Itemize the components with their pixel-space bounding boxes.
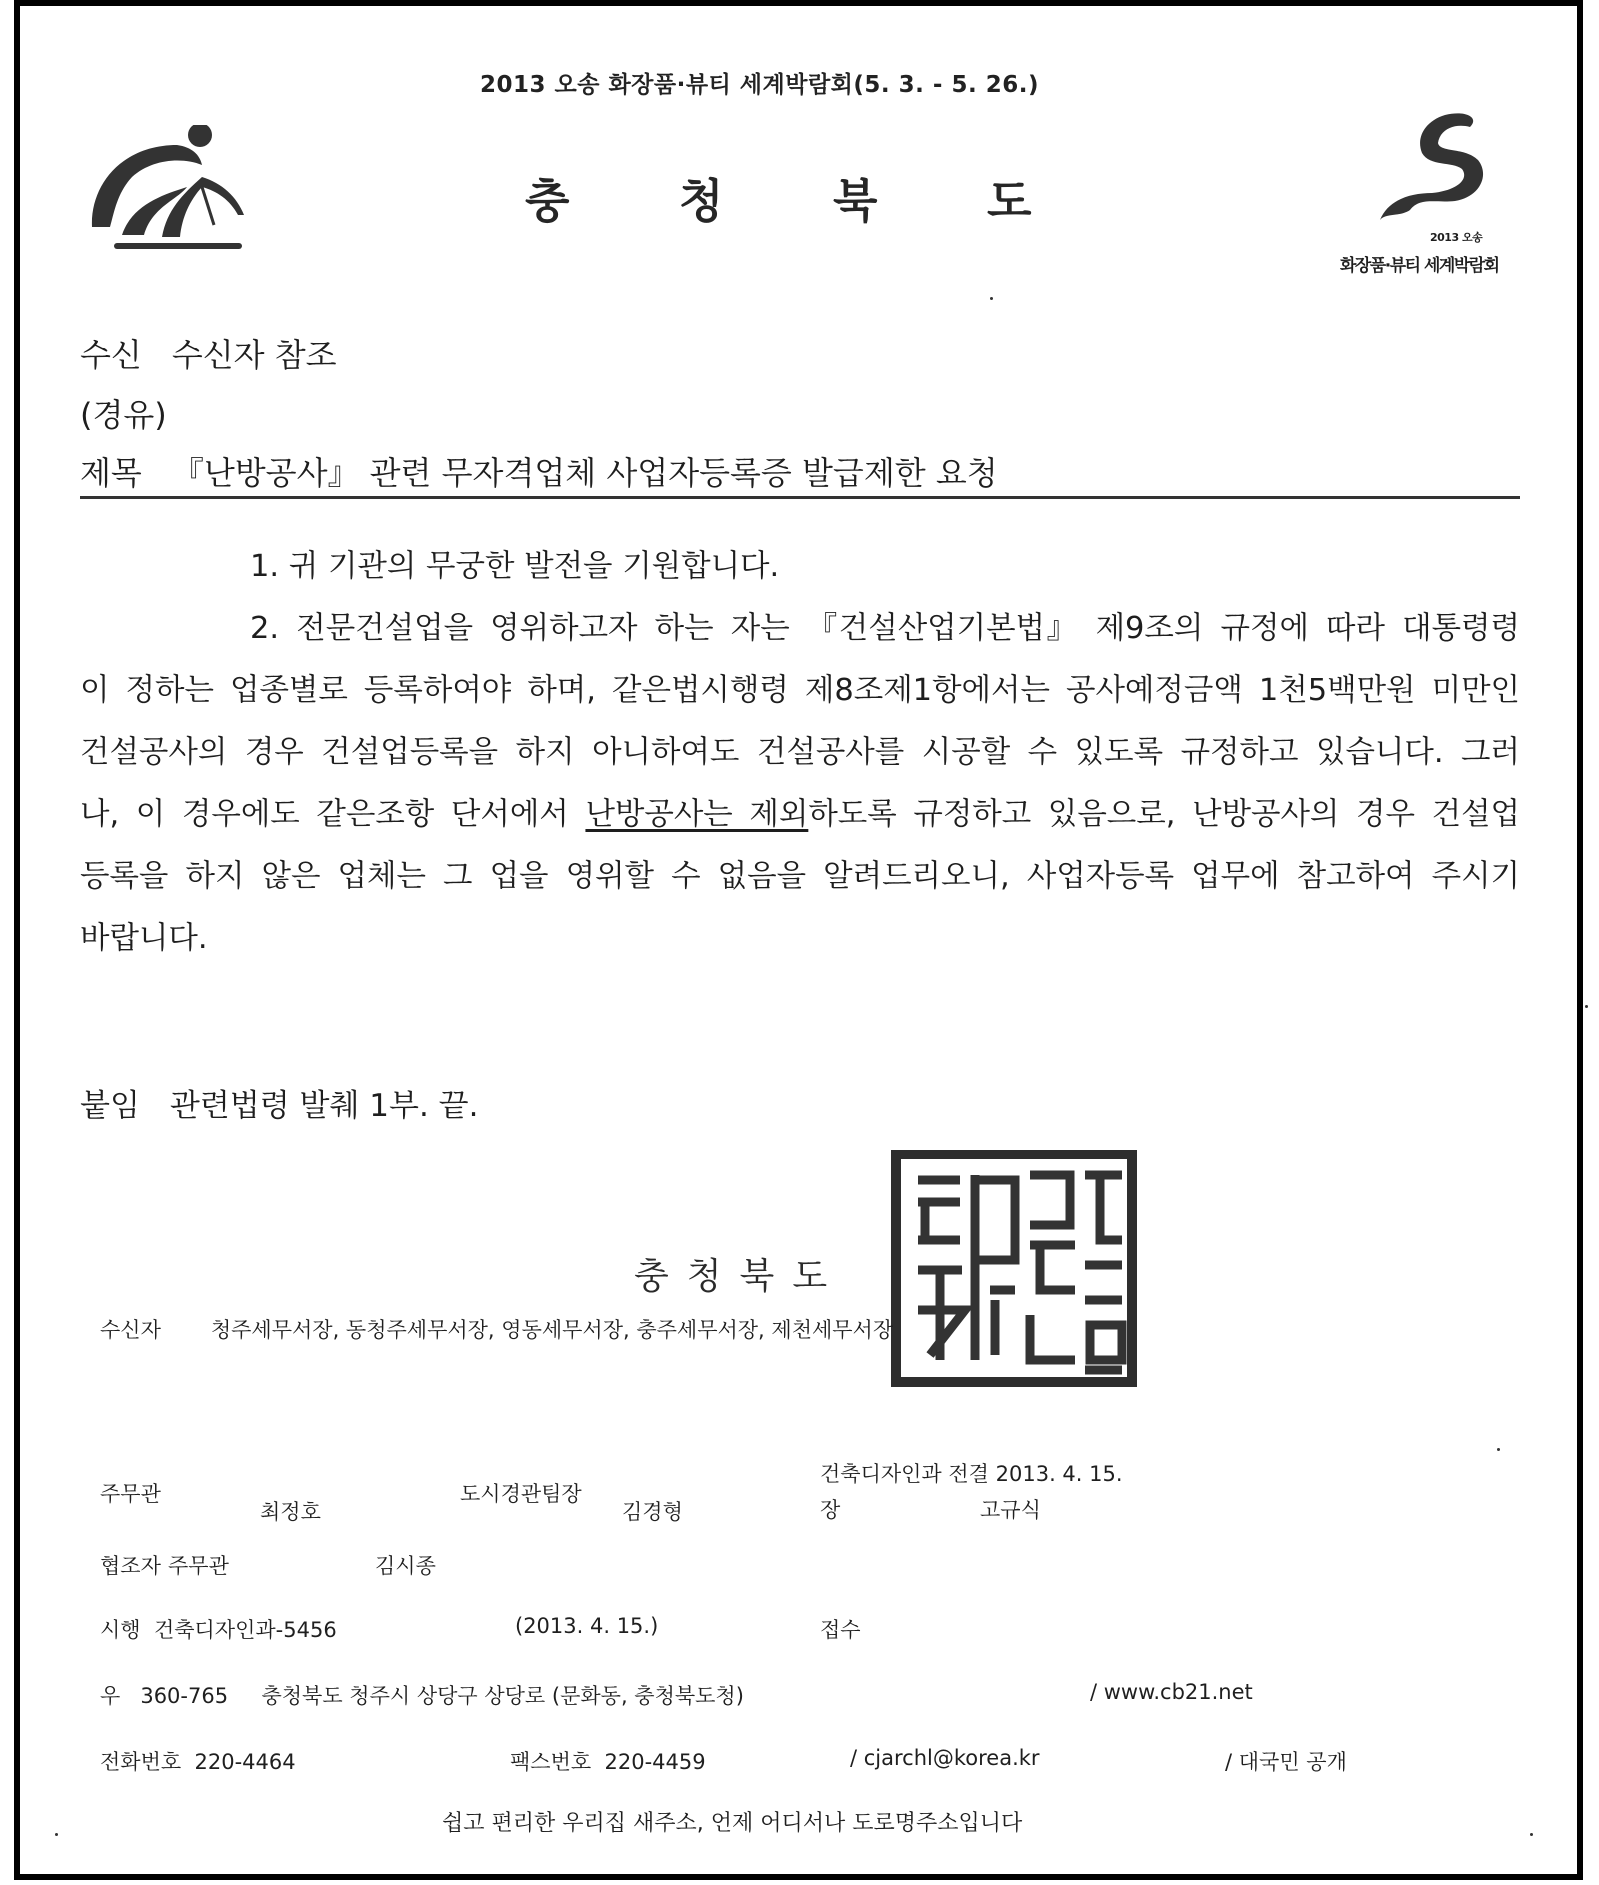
recipient-line	[80, 330, 337, 376]
fax-line	[510, 1746, 706, 1776]
cooperator-role: 주무관	[168, 1554, 229, 1578]
underlined-exclusion-text: 난방공사는 제외	[585, 797, 809, 832]
official-seal-icon	[890, 1150, 1140, 1390]
cooperator-label: 협조자	[100, 1554, 161, 1578]
title-char: 충	[525, 174, 570, 228]
scan-speck	[1497, 1448, 1500, 1451]
attachment-line	[80, 1080, 478, 1125]
email-link[interactable]: / cjarchl@korea.kr	[850, 1746, 1040, 1770]
officer-name: 최정호	[260, 1500, 321, 1524]
fax-number: 220-4459	[604, 1750, 706, 1774]
execution-date: (2013. 4. 15.)	[515, 1614, 659, 1638]
subject-line	[80, 448, 998, 494]
scan-speck	[990, 297, 993, 300]
subject-divider	[80, 496, 1520, 499]
street-address: 충청북도 청주시 상당구 상당로 (문화동, 충청북도청)	[261, 1684, 744, 1708]
execution-number-value: 건축디자인과-5456	[153, 1618, 337, 1642]
footer-slogan: 쉽고 편리한 우리집 새주소, 언제 어디서나 도로명주소입니다	[442, 1811, 1023, 1836]
execution-label: 시행	[100, 1618, 141, 1642]
expo-logo	[1340, 105, 1560, 285]
attachment-label: 붙임	[80, 1088, 140, 1124]
cooperator-name: 김시종	[375, 1554, 436, 1578]
subject-label: 제목	[80, 454, 142, 492]
body-paragraph-2	[80, 598, 1520, 970]
final-approval-label: 건축디자인과 전결 2013. 4. 15.	[820, 1462, 1123, 1486]
execution-number	[100, 1614, 337, 1644]
recipients-label: 수신자	[100, 1318, 161, 1342]
via-line: (경유)	[80, 396, 167, 434]
organization-title	[525, 165, 1141, 231]
recipients-line	[100, 1314, 893, 1344]
team-lead-label: 도시경관팀장	[460, 1482, 582, 1506]
expo-logo-caption-year: 2013 오송	[1430, 231, 1483, 244]
website-link[interactable]: / www.cb21.net	[1090, 1680, 1253, 1704]
receipt-label: 접수	[820, 1618, 861, 1642]
recipient-label: 수신	[80, 336, 142, 374]
body-paragraph-1: 1. 귀 기관의 무궁한 발전을 기원합니다.	[250, 549, 780, 584]
paragraph-2-text-cont: 하도록 규정하고 있음으로, 난방공사의 경우 건설업등록을 하지 않은 업체는 그 업을 영위할 수 없음을 알려드리오니, 사업자등록 업무에 참고하여 주시기 바랍니다.	[80, 797, 1520, 956]
final-approval-role: 장	[820, 1498, 841, 1522]
title-char: 북	[833, 174, 878, 228]
officer-label: 주무관	[100, 1482, 161, 1506]
subject-value: 『난방공사』 관련 무자격업체 사업자등록증 발급제한 요청	[171, 454, 998, 492]
disclosure-status: / 대국민 공개	[1225, 1750, 1347, 1774]
team-lead-name: 김경형	[622, 1500, 683, 1524]
scan-speck	[1530, 1833, 1533, 1836]
phone-number: 220-4464	[194, 1750, 296, 1774]
scan-speck	[1585, 1005, 1588, 1008]
final-approver-name: 고규식	[980, 1498, 1041, 1522]
phone-label: 전화번호	[100, 1750, 182, 1774]
recipient-value: 수신자 참조	[171, 336, 337, 374]
postal-address	[100, 1680, 744, 1710]
title-char: 청	[679, 174, 724, 228]
fax-label: 팩스번호	[510, 1750, 592, 1774]
expo-logo-caption-name: 화장품·뷰티 세계박람회	[1340, 256, 1499, 276]
phone-line	[100, 1746, 296, 1776]
expo-s-logo-icon	[1340, 105, 1560, 225]
postal-prefix: 우	[100, 1684, 121, 1708]
expo-banner-text: 2013 오송 화장품·뷰티 세계박람회(5. 3. - 5. 26.)	[480, 72, 1039, 98]
recipients-value: 청주세무서장, 동청주세무서장, 영동세무서장, 충주세무서장, 제천세무서장	[210, 1318, 894, 1342]
attachment-value: 관련법령 발췌 1부. 끝.	[169, 1088, 479, 1124]
sender-name: 충청북도	[634, 1256, 846, 1297]
postal-code: 360-765	[140, 1684, 229, 1708]
chungcheongbuk-do-emblem-icon	[82, 125, 252, 265]
title-char: 도	[987, 174, 1032, 228]
scan-speck	[55, 1833, 58, 1836]
paragraph-2-text: 2. 전문건설업을 영위하고자 하는 자는 『건설산업기본법』 제9조의 규정에 따라 대통령령이 정하는 업종별로 등록하여야 하며, 같은법시행령 제8조제1항에서는 공사예정금액 1천5백만원 미만인 건설공사의 경우 건설업등록을 하지 아니하여도 건설공사를 시공할 수 있도록 규정하고 있습니다. 그러나, 이 경우에도 같은조항 단서에서	[80, 611, 1520, 832]
